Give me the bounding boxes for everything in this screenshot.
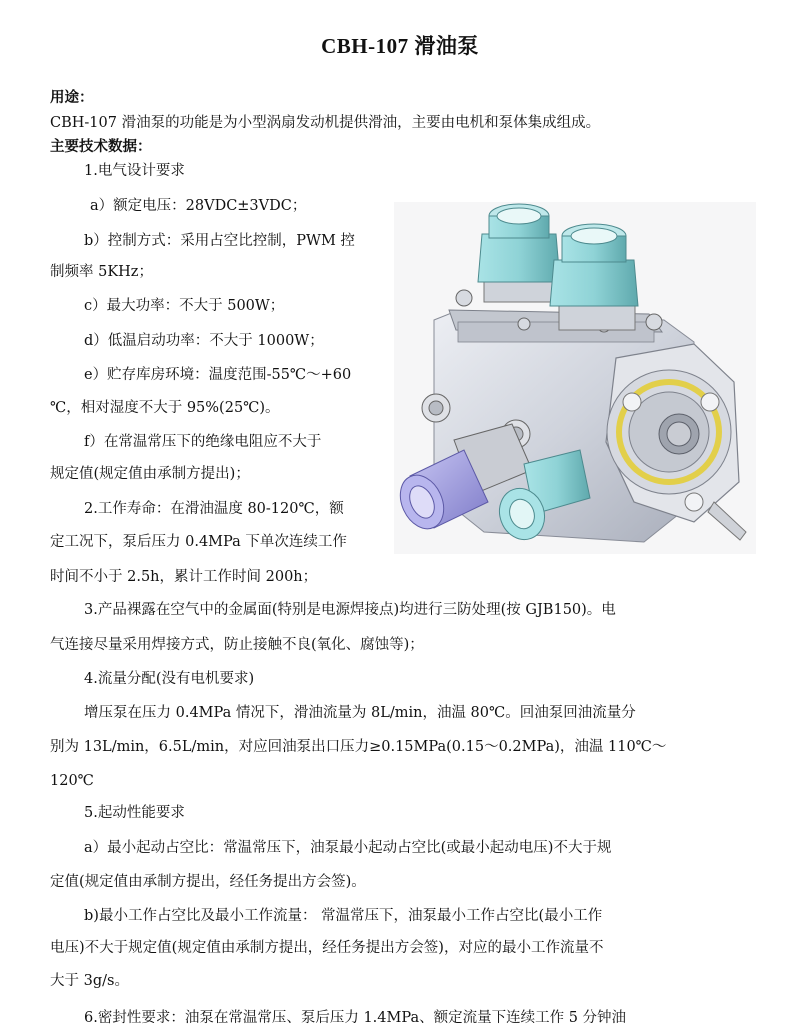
startup-heading: 5.起动性能要求 bbox=[84, 805, 185, 821]
life-line2: 定工况下，泵后压力 0.4MPa 下单次连续工作 bbox=[50, 534, 347, 550]
electrical-item-c: c）最大功率：不大于 500W； bbox=[84, 298, 285, 314]
startup-b-line1: b)最小工作占空比及最小工作流量： 常温常压下，油泵最小工作占空比(最小工作 bbox=[84, 908, 603, 924]
document-title: CBH-107 滑油泵 bbox=[321, 34, 479, 58]
flow-heading: 4.流量分配(没有电机要求) bbox=[84, 671, 255, 687]
usage-text: CBH-107 滑油泵的功能是为小型涡扇发动机提供滑油，主要由电机和泵体集成组成。 bbox=[50, 115, 601, 131]
electrical-item-d: d）低温启动功率：不大于 1000W； bbox=[84, 333, 324, 349]
electrical-item-e-line1: e）贮存库房环境：温度范围-55℃～+60 bbox=[84, 367, 352, 383]
usage-heading: 用途： bbox=[50, 90, 94, 106]
pump-illustration bbox=[394, 202, 756, 554]
sealing-line1: 6.密封性要求：油泵在常温常压、泵后压力 1.4MPa、额定流量下连续工作 5 分钟油 bbox=[84, 1010, 627, 1026]
life-line1: 2.工作寿命：在滑油温度 80-120℃，额 bbox=[84, 501, 344, 517]
electrical-item-b-line2: 制频率 5KHz； bbox=[50, 264, 153, 280]
startup-b-line3: 大于 3g/s。 bbox=[50, 973, 129, 989]
electrical-item-f-line2: 规定值(规定值由承制方提出)； bbox=[50, 466, 250, 482]
protection-line2: 气连接尽量采用焊接方式，防止接触不良(氧化、腐蚀等)； bbox=[50, 637, 424, 653]
startup-b-line2: 电压)不大于规定值(规定值由承制方提出，经任务提出方会签)，对应的最小工作流量不 bbox=[50, 940, 604, 956]
protection-line1: 3.产品裸露在空气中的金属面(特别是电源焊接点)均进行三防处理(按 GJB150)。电 bbox=[84, 602, 616, 618]
flow-line3: 120℃ bbox=[50, 773, 94, 789]
specs-heading: 主要技术数据： bbox=[50, 139, 152, 155]
electrical-item-e-line2: ℃，相对湿度不大于 95%(25℃)。 bbox=[50, 400, 280, 416]
life-line3: 时间不小于 2.5h，累计工作时间 200h； bbox=[50, 569, 318, 585]
startup-a-line2: 定值(规定值由承制方提出，经任务提出方会签)。 bbox=[50, 874, 366, 890]
electrical-item-b-line1: b）控制方式：采用占空比控制，PWM 控 bbox=[84, 233, 355, 249]
flow-line2: 别为 13L/min，6.5L/min，对应回油泵出口压力≥0.15MPa(0.15～0.2MPa)，油温 110℃～ bbox=[50, 739, 667, 755]
electrical-heading: 1.电气设计要求 bbox=[84, 163, 185, 179]
electrical-item-a: a）额定电压：28VDC±3VDC； bbox=[90, 198, 307, 214]
startup-a-line1: a）最小起动占空比：常温常压下，油泵最小起动占空比(或最小起动电压)不大于规 bbox=[84, 840, 612, 856]
flow-line1: 增压泵在压力 0.4MPa 情况下，滑油流量为 8L/min，油温 80℃。回油泵回油流量分 bbox=[84, 705, 636, 721]
electrical-item-f-line1: f）在常温常压下的绝缘电阻应不大于 bbox=[84, 434, 322, 450]
